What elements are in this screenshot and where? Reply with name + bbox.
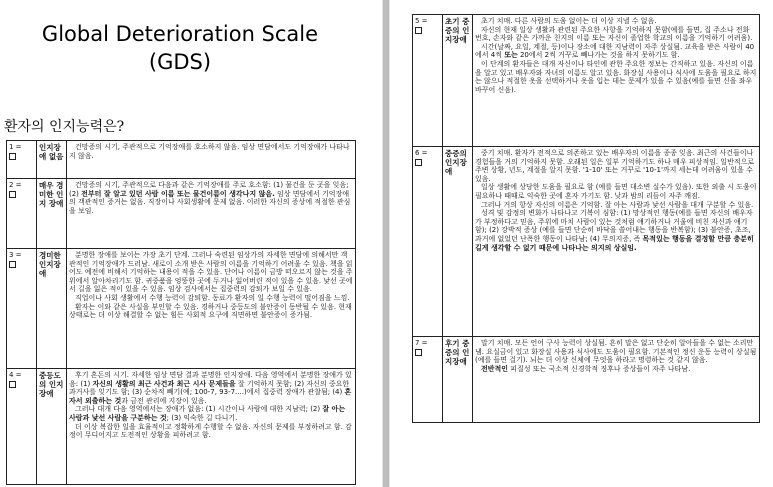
table-row [7,141,356,179]
stage-number-cell[interactable] [413,15,443,147]
table-row [413,337,760,423]
stage-name: 중증의 인지장애 [443,147,473,337]
description-paragraph: 환자는 이와 같은 사실을 부인할 수 있음. 경하거나 중등도의 불안증이 동반될 수 있음. 현재 상태로는 더 이상 해결할 수 없는 힘든 사회적 요구에 직면하면 불안증이 증가됨. [69,302,352,320]
stage-name: 인지장애 없음 [37,141,67,179]
title-line-2: (GDS) [148,50,212,74]
table-row [413,15,760,147]
checkbox[interactable] [9,153,16,160]
stage-description [67,369,356,485]
checkbox[interactable] [415,159,422,166]
checkbox[interactable] [9,381,16,388]
stage-number-cell[interactable] [7,179,37,249]
description-paragraph: 초기 치매. 다른 사람의 도움 없이는 더 이상 지낼 수 없음. [481,17,657,25]
stage-name: 경미한 인지장애 [37,249,67,369]
stage-description [67,249,356,369]
stage-number: 2 = [9,181,22,189]
checkbox[interactable] [9,191,16,198]
title-line-1: Global Deterioration Scale [41,22,319,46]
description-paragraph: 후기 혼돈의 시기. 자세한 임상 면담 결과 분명한 인지장애. 다음 영역에서 분명한 장애가 있음: (1) 자신의 생활의 최근 사건과 최근 시사 문제들을 잘 기억하지 못함; (2) 자신의 중요한 과거사를 잊기도 함; (3) 순차적 빼기(예; 100-7, 93-7....)에서 집중력 장애가 관찰됨; (4) 혼자서 외출하는 것과 금전 관리에 지장이 있음. [69,371,352,405]
description-paragraph: 분명한 장애를 보이는 가장 초기 단계. 그러나 숙련된 임상가의 자세한 면담에 의해서만 객관적인 기억장애가 드러남. 새로이 소개 받은 사람의 이름을 기억하기 어려울 수 있음. 책을 읽어도 예전에 비해서 기억하는 내용이 적을 수 있음. 단어나 이름이 금방 떠오르지 않는 것을 주위에서 알아차리기도 함. 귀중품을 엉뚱한 곳에 두거나 잃어버린 적이 있을 수 있음. 낯선 곳에서 길을 잃은 적이 있을 수 있음. 임상 검사에서는 집중력의 감퇴가 보일 수 있음. [69,251,353,294]
document-title [0,20,360,76]
gds-table-part-2 [412,14,760,423]
stage-number-cell[interactable] [7,249,37,369]
stage-number-cell[interactable] [413,337,443,423]
stage-number: 5 = [415,17,428,25]
stage-description [473,147,760,337]
page-right [390,0,773,487]
stage-description [67,141,356,179]
page-left [0,0,382,487]
page-divider [383,0,389,487]
stage-number: 6 = [415,149,428,157]
checkbox[interactable] [9,261,16,268]
table-row [7,179,356,249]
stage-number: 3 = [9,251,22,259]
description-paragraph: 일상 생활에 상당한 도움을 필요로 함 (예를 들면 대소변 실수가 있음). 또한 외출 시 도움이 필요하나 때때로 익숙한 곳에 혼자 가기도 함. 낮과 밤의 리듬이 자주 깨짐. [475,183,757,200]
stage-description [473,15,760,147]
description-paragraph: 그러나 대개 다음 영역에서는 장애가 없음: (1) 시간이나 사람에 대한 지남력; (2) 잘 아는 사람과 낯선 사람을 구분하는 것; (3) 익숙한 길 다니기. [69,405,346,422]
description-paragraph: 그러나 거의 항상 자신의 이름은 기억함. 잘 아는 사람과 낯선 사람을 대개 구분할 수 있음. [481,200,754,209]
description-paragraph: 시간(날짜, 요일, 계절, 등)이나 장소에 대한 지남력이 자주 상실됨. 교육을 받은 사람이 40에서 4씩 또는 20에서 2씩 거꾸로 빼나가는 것을 하지 못하기도 함. [475,42,755,60]
description-paragraph: 더 이상 복잡한 일을 효율적이고 정확하게 수행할 수 없음. 자신의 문제를 부정하려고 함. 감정이 무디어지고 도전적인 상황을 피하려고 함. [69,422,352,440]
table-row [7,369,356,485]
description-paragraph: 직업이나 사회 생활에서 수행 능력이 감퇴함. 동료가 환자의 일 수행 능력이 떨어짐을 느낌. [75,293,350,302]
question-heading: 환자의 인지능력은? [4,119,125,135]
stage-number-cell[interactable] [7,141,37,179]
checkbox[interactable] [415,27,422,34]
description-paragraph: 중기 치매. 환자가 전적으로 의존하고 있는 배우자의 이름을 종종 잊음. 최근의 사건들이나 경험들을 거의 기억하지 못함. 오래된 일은 일부 기억하기도 하나 매우 피상적임. 일반적으로 주변 상황, 년도, 계절을 알지 못함. '1-10' 또는 거꾸로 '10-1'까지 세는데 어려움이 있을 수 있음. [475,149,755,183]
description-paragraph: 전반적인 피질성 또는 국소적 신경학적 징후나 증상들이 자주 나타남. [481,364,691,373]
gds-table-part-1 [6,140,356,485]
stage-name: 매우 경미한 인지 장애 [37,179,67,249]
checkbox[interactable] [415,349,422,356]
stage-name: 중등도의 인지장애 [37,369,67,485]
description-paragraph: 이 단계의 환자들은 대개 자신이나 타인에 관한 주요한 정보는 간직하고 있음. 자신의 이름을 알고 있고 배우자와 자녀의 이름도 알고 있음. 화장실 사용이나 식사에 도움을 필요로 하지는 않으나 적절한 옷을 선택하거나 옷을 입는 데는 문제가 있을 수 있음(예를 들면 신을 좌우 바꾸어 신음). [475,59,757,94]
table-row [413,147,760,337]
stage-description [473,337,760,423]
stage-name: 초기 중증의 인지장애 [443,15,473,147]
stage-number-cell[interactable] [413,147,443,337]
description-paragraph: 자신의 현재 일상 생활과 관련된 주요한 사항을 기억하지 못함(예를 들면, 집 주소나 전화 번호, 손자와 같은 가까운 친지의 이름 또는 자신이 졸업한 학교의 이름을 기억하기 어려움). [475,25,753,43]
stage-number: 4 = [9,371,22,379]
stage-description [67,179,356,249]
description-paragraph: 건망증의 시기, 주관적으로 기억장애를 호소하지 않음. 임상 면담에서도 기억장애가 나타나지 않음. [69,143,350,160]
stage-name: 후기 중증의 인지장애 [443,337,473,423]
stage-number-cell[interactable] [7,369,37,485]
description-paragraph: 건망증의 시기, 주관적으로 다음과 같은 기억장애를 주로 호소함: (1) 물건을 둔 곳을 잊음; (2) 전부터 잘 알고 있던 사람 이름 또는 물건이름이 생각나지 않음. 임상 면담에서 기억장애의 객관적인 증거는 없음. 직장이나 사회생활에 문제 없음. 이러한 자신의 증상에 적절한 관심을 보임. [69,181,351,215]
description-paragraph: 말기 치매. 모든 언어 구사 능력이 상실됨. 흔히 말은 없고 단순히 알아들을 수 없는 소리만 냄. 요실금이 있고 화장실 사용과 식사에도 도움이 필요함. 기본적인 정신 운동 능력이 상실됨(예를 들면 걸기). 뇌는 더 이상 신체에 무엇을 하라고 명령하는 것 같지 않음. [475,339,757,365]
description-paragraph: 성격 및 감정의 변화가 나타나고 기복이 심함: (1) 망상적인 행동(예를 들면 자신의 배우자가 부정하다고 믿음, 주위에 마치 사람이 있는 것처럼 얘기하거나 거울에 비친 자신과 얘기함); (2) 강박적 증상 (예를 들면 단순히 바닥을 쓸어내는 행동을 반복함); (3) 불안증, 초조, 과거에 없었던 난폭한 행동이 나타남; (4) 무의지증, 즉 목적있는 행동을 결정할 만큼 충분히 길게 생각할 수 없기 때문에 나타나는 의지의 상실임. [475,209,754,252]
stage-number: 7 = [415,339,428,347]
table-row [7,249,356,369]
stage-number: 1 = [9,143,22,151]
